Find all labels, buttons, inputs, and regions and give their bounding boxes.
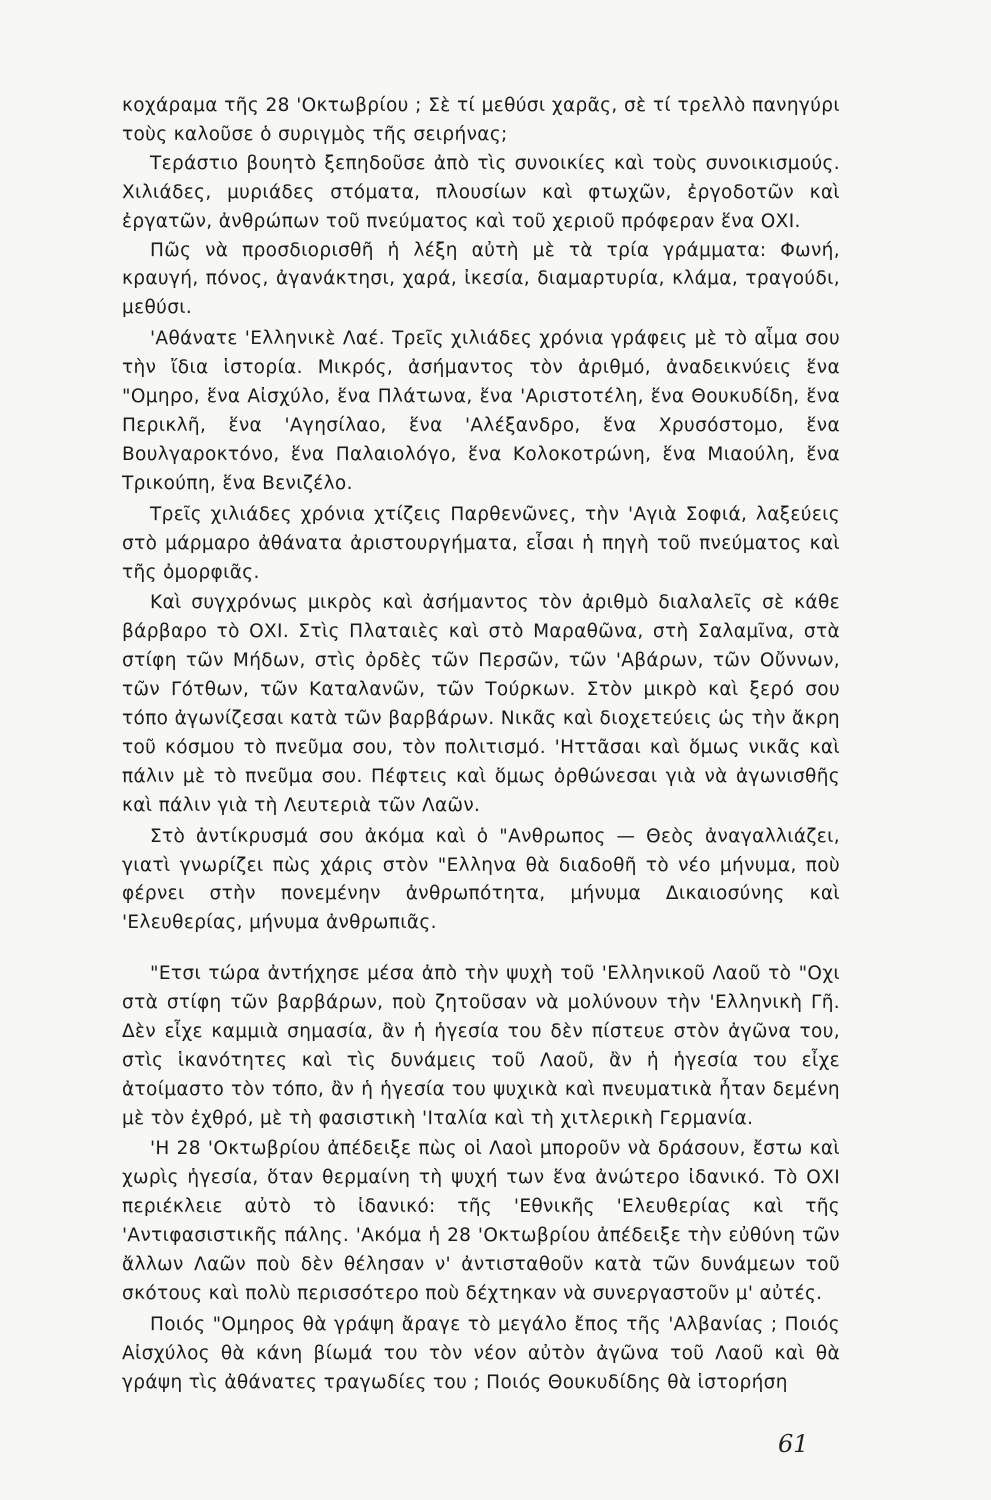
paragraph: Ποιός "Ομηρος θὰ γράψη ἄραγε τὸ μεγάλο ἔπος τῆς 'Αλβανίας ; Ποιός Αἰσχύλος θὰ κάνη βίωμά του τὸν νέον αὐτὸν ἀγῶνα τοῦ Λαοῦ καὶ θὰ γράψη τὶς ἀθάνατες τραγωδίες του ; Ποιός Θουκυδίδης θὰ ἱστορήση	[122, 1313, 840, 1393]
paragraph: Πῶς νὰ προσδιορισθῆ ἡ λέξη αὐτὴ μὲ τὰ τρία γράμματα: Φωνή, κραυγή, πόνος, ἀγανάκτησι, χαρά, ἰκεσία, διαμαρτυρία, κλάμα, τραγούδι, μεθύσι.	[122, 239, 840, 319]
paragraph: Στὸ ἀντίκρυσμά σου ἀκόμα καὶ ὁ "Ανθρωπος — Θεὸς ἀναγαλλιάζει, γιατὶ γνωρίζει πὼς χάρις στὸν "Ελληνα θὰ διαδοθῆ τὸ νέο μήνυμα, ποὺ φέρνει στὴν πονεμένην ἀνθρωπότητα, μήνυμα Δικαιοσύνης καὶ 'Ελευθερίας, μήνυμα ἀνθρωπιᾶς.	[122, 825, 840, 934]
paragraph: Καὶ συγχρόνως μικρὸς καὶ ἀσήμαντος τὸν ἀριθμὸ διαλαλεῖς σὲ κάθε βάρβαρο τὸ ΟΧΙ. Στὶς Πλαταιὲς καὶ στὸ Μαραθῶνα, στὴ Σαλαμῖνα, στὰ στίφη τῶν Μήδων, στὶς ὀρδὲς τῶν Περσῶν, τῶν 'Αβάρων, τῶν Οὔννων, τῶν Γότθων, τῶν Καταλανῶν, τῶν Τούρκων. Στὸν μικρὸ καὶ ξερό σου τόπο ἀγωνίζεσαι κατὰ τῶν βαρβάρων. Νικᾶς καὶ διοχετεύεις ὡς τὴν ἄκρη τοῦ κόσμου τὸ πνεῦμα σου, τὸν πολιτισμό. 'Ηττᾶσαι καὶ ὅμως νικᾶς καὶ πάλιν μὲ τὸ πνεῦμα σου. Πέφτεις καὶ ὅμως ὀρθώνεσαι γιὰ νὰ ἀγωνισθῆς καὶ πάλιν γιὰ τὴ Λευτεριὰ τῶν Λαῶν.	[122, 592, 840, 816]
paragraph: Τρεῖς χιλιάδες χρόνια χτίζεις Παρθενῶνες, τὴν 'Αγιὰ Σοφιά, λαξεύεις στὸ μάρμαρο ἀθάνατα ἀριστουργήματα, εἶσαι ἡ πηγὴ τοῦ πνεύματος καὶ τῆς ὀμορφιᾶς.	[122, 503, 840, 583]
page-number: 61	[778, 1430, 809, 1458]
text-section-bottom	[122, 960, 840, 1398]
paragraph: "Ετσι τώρα ἀντήχησε μέσα ἀπὸ τὴν ψυχὴ τοῦ 'Ελληνικοῦ Λαοῦ τὸ "Οχι στὰ στίφη τῶν βαρβάρων, ποὺ ζητοῦσαν νὰ μολύνουν τὴν 'Ελληνικὴ Γῆ. Δὲν εἶχε καμμιὰ σημασία, ἂν ἡ ἡγεσία του δὲν πίστευε στὸν ἀγῶνα του, στὶς ἱκανότητες καὶ τὶς δυνάμεις τοῦ Λαοῦ, ἂν ἡ ἡγεσία του εἶχε ἀτοίμαστο τὸν τόπο, ἂν ἡ ἡγεσία του ψυχικὰ καὶ πνευματικὰ ἦταν δεμένη μὲ τὸν ἐχθρό, μὲ τὴ φασιστικὴ 'Ιταλία καὶ τὴ χιτλερικὴ Γερμανία.	[122, 963, 840, 1129]
text-section-top	[122, 92, 840, 938]
paragraph: Τεράστιο βουητὸ ξεπηδοῦσε ἀπὸ τὶς συνοικίες καὶ τοὺς συνοικισμούς. Χιλιάδες, μυριάδες στόματα, πλουσίων καὶ φτωχῶν, ἐργοδοτῶν καὶ ἐργατῶν, ἀνθρώπων τοῦ πνεύματος καὶ τοῦ χεριοῦ πρόφεραν ἕνα ΟΧΙ.	[122, 152, 840, 232]
paragraph: 'Η 28 'Οκτωβρίου ἀπέδειξε πὼς οἱ Λαοὶ μποροῦν νὰ δράσουν, ἔστω καὶ χωρὶς ἡγεσία, ὅταν θερμαίνη τὴ ψυχή των ἕνα ἀνώτερο ἰδανικό. Τὸ ΟΧΙ περιέκλειε αὐτὸ τὸ ἰδανικό: τῆς 'Εθνικῆς 'Ελευθερίας καὶ τῆς 'Αντιφασιστικῆς πάλης. 'Ακόμα ἡ 28 'Οκτωβρίου ἀπέδειξε τὴν εὐθύνη τῶν ἄλλων Λαῶν ποὺ δὲν θέλησαν ν' ἀντισταθοῦν κατὰ τῶν δυνάμεων τοῦ σκότους καὶ πολὺ περισσότερο ποὺ δέχτηκαν νὰ συνεργαστοῦν μ' αὐτές.	[122, 1138, 840, 1304]
paragraph: κοχάραμα τῆς 28 'Οκτωβρίου ; Σὲ τί μεθύσι χαρᾶς, σὲ τί τρελλὸ πανηγύρι τοὺς καλοῦσε ὁ συριγμὸς τῆς σειρήνας;	[122, 95, 840, 145]
paragraph: 'Αθάνατε 'Ελληνικὲ Λαέ. Τρεῖς χιλιάδες χρόνια γράφεις μὲ τὸ αἷμα σου τὴν ἴδια ἱστορία. Μικρός, ἀσήμαντος τὸν ἀριθμό, ἀναδεικνύεις ἕνα "Ομηρο, ἕνα Αἰσχύλο, ἕνα Πλάτωνα, ἕνα 'Αριστοτέλη, ἕνα Θουκυδίδη, ἕνα Περικλῆ, ἕνα 'Αγησίλαο, ἕνα 'Αλέξανδρο, ἕνα Χρυσόστομο, ἕνα Βουλγαροκτόνο, ἕνα Παλαιολόγο, ἕνα Κολοκοτρώνη, ἕνα Μιαούλη, ἕνα Τρικούπη, ἕνα Βενιζέλο.	[122, 328, 840, 494]
